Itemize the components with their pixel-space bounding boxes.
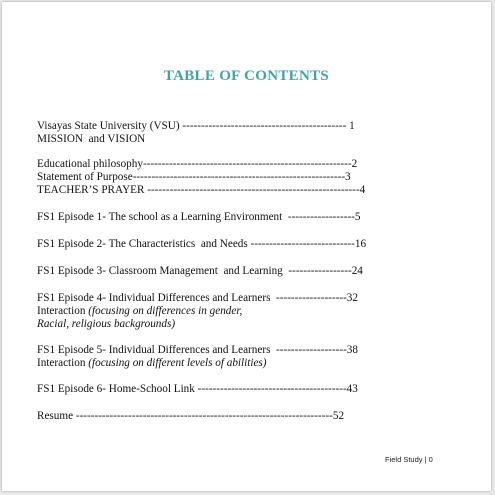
- toc-entry-vsu: Visayas State University (VSU) -------------------------------------------- 1: [37, 120, 355, 132]
- toc-entry-statement-of-purpose: Statement of Purpose---------------------------------------------------------3: [37, 171, 351, 183]
- toc-entry-episode-5: FS1 Episode 5- Individual Differences and Learners -------------------38: [37, 344, 358, 356]
- toc-entry-philosophy: Educational philosophy--------------------------------------------------------2: [37, 158, 358, 170]
- toc-entry-episode-6: FS1 Episode 6- Home-School Link ----------------------------------------43: [37, 383, 358, 395]
- page-footer: Field Study | 0: [385, 455, 433, 464]
- toc-entry-episode-2: FS1 Episode 2- The Characteristics and Needs ----------------------------16: [37, 238, 367, 250]
- interaction-label: Interaction: [37, 357, 89, 369]
- toc-entry-teachers-prayer: TEACHER’S PRAYER ---------------------------------------------------------4: [37, 184, 366, 196]
- toc-entry-mission-vision: MISSION and VISION: [37, 133, 146, 145]
- page-title: TABLE OF CONTENTS: [163, 68, 330, 84]
- focus-note: (focusing on different levels of abilities): [88, 357, 267, 369]
- toc-entry-episode-4: FS1 Episode 4- Individual Differences and Learners -------------------32: [37, 292, 358, 304]
- interaction-label: Interaction: [37, 305, 89, 317]
- document-page: [2, 2, 491, 491]
- toc-entry-episode-4-subtitle: [37, 305, 242, 318]
- toc-entry-episode-1: FS1 Episode 1- The school as a Learning Environment ------------------5: [37, 211, 361, 223]
- toc-entry-episode-5-subtitle: [37, 357, 267, 370]
- toc-entry-resume: Resume ---------------------------------------------------------------------52: [37, 410, 345, 422]
- focus-note: (focusing on differences in gender,: [88, 305, 243, 317]
- toc-entry-episode-4-subtitle-cont: Racial, religious backgrounds): [37, 318, 176, 330]
- toc-entry-episode-3: FS1 Episode 3- Classroom Management and Learning -----------------24: [37, 265, 363, 277]
